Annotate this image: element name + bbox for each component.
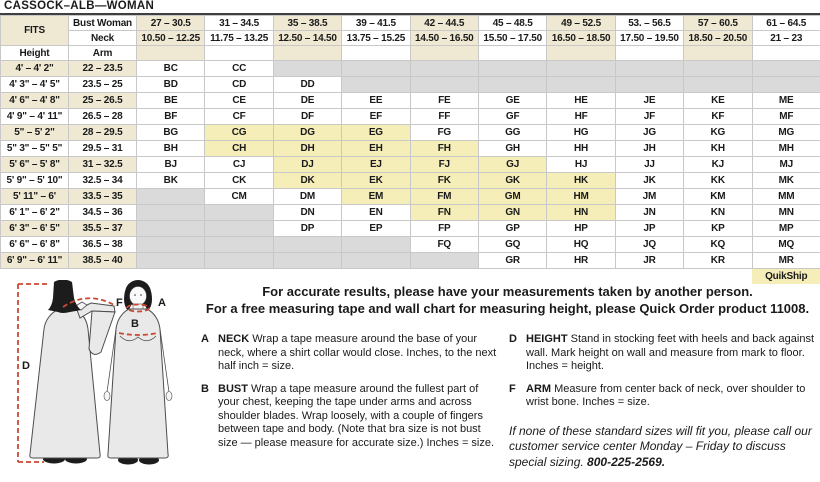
size-code-cell: JN — [615, 205, 683, 221]
height-range-cell: 5' 11" – 6' — [1, 189, 69, 205]
size-code-cell: HR — [547, 253, 615, 269]
definitions-column-right — [509, 333, 817, 470]
size-code-cell: HG — [547, 125, 615, 141]
size-row — [1, 61, 820, 77]
size-code-cell: KE — [684, 93, 752, 109]
size-code-cell: CK — [205, 173, 273, 189]
size-code-cell: EJ — [342, 157, 410, 173]
size-code-cell: GK — [478, 173, 546, 189]
size-code-cell: GM — [478, 189, 546, 205]
size-code-cell: JH — [615, 141, 683, 157]
size-code-cell: CH — [205, 141, 273, 157]
size-code-cell: JK — [615, 173, 683, 189]
height-range-cell: 5" – 5' 2" — [1, 125, 69, 141]
size-row — [1, 253, 820, 269]
unavailable-cell — [137, 237, 205, 253]
unavailable-cell — [547, 77, 615, 93]
height-range-cell: 6' 9" – 6' 11" — [1, 253, 69, 269]
arm-range-cell: 28 – 29.5 — [69, 125, 137, 141]
bust-range-cell: 57 – 60.5 — [684, 16, 752, 31]
size-code-cell: JJ — [615, 157, 683, 173]
spacer-cell — [410, 46, 478, 61]
arm-range-cell: 29.5 – 31 — [69, 141, 137, 157]
unavailable-cell — [410, 77, 478, 93]
size-code-cell: FQ — [410, 237, 478, 253]
size-code-cell: MQ — [752, 237, 820, 253]
size-row — [1, 205, 820, 221]
size-code-cell: CE — [205, 93, 273, 109]
arm-range-cell: 35.5 – 37 — [69, 221, 137, 237]
unavailable-cell — [205, 205, 273, 221]
size-code-cell: BG — [137, 125, 205, 141]
size-row — [1, 125, 820, 141]
spacer-cell — [137, 46, 205, 61]
unavailable-cell — [273, 253, 341, 269]
size-code-cell: FK — [410, 173, 478, 189]
size-code-cell: GQ — [478, 237, 546, 253]
size-code-cell: KF — [684, 109, 752, 125]
size-code-cell: KM — [684, 189, 752, 205]
phone-number: 800-225-2569. — [587, 454, 666, 469]
size-code-cell: DP — [273, 221, 341, 237]
size-code-cell: KR — [684, 253, 752, 269]
fits-label: FITS — [1, 16, 69, 46]
size-code-cell: HJ — [547, 157, 615, 173]
spacer-cell — [615, 46, 683, 61]
unavailable-cell — [342, 253, 410, 269]
height-range-cell: 4' 6" – 4' 8" — [1, 93, 69, 109]
size-code-cell: DH — [273, 141, 341, 157]
neck-range-cell: 11.75 – 13.25 — [205, 31, 273, 46]
unavailable-cell — [478, 61, 546, 77]
size-row — [1, 93, 820, 109]
hanging-sleeve — [89, 311, 115, 354]
bust-range-cell: 39 – 41.5 — [342, 16, 410, 31]
size-code-cell: JQ — [615, 237, 683, 253]
spacer-cell — [273, 46, 341, 61]
size-code-cell: DD — [273, 77, 341, 93]
height-range-cell: 4' 9" – 4' 11" — [1, 109, 69, 125]
size-code-cell: EM — [342, 189, 410, 205]
size-code-cell: EE — [342, 93, 410, 109]
unavailable-cell — [342, 61, 410, 77]
unavailable-cell — [137, 205, 205, 221]
definition-neck: A NECK Wrap a tape measure around the base of your neck, where a shirt collar would close. Inches, to the next half inch = size. — [201, 333, 497, 372]
size-row — [1, 77, 820, 93]
neck-range-row — [1, 31, 820, 46]
bust-range-cell: 61 – 64.5 — [752, 16, 820, 31]
size-code-cell: GH — [478, 141, 546, 157]
instruction-line-2: For a free measuring tape and wall chart for measuring height, please Quick Order product 11008. — [205, 300, 810, 316]
bust-range-cell: 45 – 48.5 — [478, 16, 546, 31]
height-range-cell: 4' – 4' 2" — [1, 61, 69, 77]
unavailable-cell — [478, 77, 546, 93]
size-code-cell: BC — [137, 61, 205, 77]
size-code-cell: KG — [684, 125, 752, 141]
size-code-cell: HH — [547, 141, 615, 157]
size-code-cell: MJ — [752, 157, 820, 173]
size-code-cell: FG — [410, 125, 478, 141]
size-code-cell: KN — [684, 205, 752, 221]
size-code-cell: KJ — [684, 157, 752, 173]
unavailable-cell — [273, 61, 341, 77]
arm-range-cell: 22 – 23.5 — [69, 61, 137, 77]
size-code-cell: FN — [410, 205, 478, 221]
size-code-cell: JE — [615, 93, 683, 109]
size-code-cell: JR — [615, 253, 683, 269]
size-code-cell: HM — [547, 189, 615, 205]
size-code-cell: MF — [752, 109, 820, 125]
neck-range-cell: 16.50 – 18.50 — [547, 31, 615, 46]
unavailable-cell — [273, 237, 341, 253]
size-code-cell: CF — [205, 109, 273, 125]
arm-label: Arm — [69, 46, 137, 61]
arm-range-cell: 32.5 – 34 — [69, 173, 137, 189]
size-code-cell: HF — [547, 109, 615, 125]
size-code-cell: GG — [478, 125, 546, 141]
height-range-cell: 4' 3" – 4' 5" — [1, 77, 69, 93]
size-code-cell: FH — [410, 141, 478, 157]
arm-range-cell: 26.5 – 28 — [69, 109, 137, 125]
quikship-badge: QuikShip — [752, 269, 820, 285]
height-range-cell: 5" 3" – 5" 5" — [1, 141, 69, 157]
size-code-cell: CJ — [205, 157, 273, 173]
size-code-cell: DF — [273, 109, 341, 125]
definition-height: D HEIGHT Stand in stocking feet with heels and back against wall. Mark height on wall and measure from mark to floor. Inches = height. — [509, 333, 814, 372]
unavailable-cell — [137, 221, 205, 237]
arm-range-cell: 33.5 – 35 — [69, 189, 137, 205]
size-code-cell: MK — [752, 173, 820, 189]
size-code-cell: KQ — [684, 237, 752, 253]
neck-range-cell: 15.50 – 17.50 — [478, 31, 546, 46]
height-label: Height — [1, 46, 69, 61]
unavailable-cell — [137, 253, 205, 269]
size-code-cell: BE — [137, 93, 205, 109]
size-code-cell: FF — [410, 109, 478, 125]
size-code-cell: EN — [342, 205, 410, 221]
height-range-cell: 6' 6" – 6' 8" — [1, 237, 69, 253]
neck-range-cell: 17.50 – 19.50 — [615, 31, 683, 46]
bust-range-cell: 31 – 34.5 — [205, 16, 273, 31]
size-code-cell: JG — [615, 125, 683, 141]
size-code-cell: KH — [684, 141, 752, 157]
size-code-cell: FP — [410, 221, 478, 237]
size-code-cell: CC — [205, 61, 273, 77]
size-row — [1, 173, 820, 189]
size-code-cell: FM — [410, 189, 478, 205]
measuring-instructions — [195, 284, 820, 317]
size-code-cell: CG — [205, 125, 273, 141]
size-code-cell: MG — [752, 125, 820, 141]
size-row — [1, 157, 820, 173]
bust-range-cell: 42 – 44.5 — [410, 16, 478, 31]
spacer-cell — [547, 46, 615, 61]
size-code-cell: JP — [615, 221, 683, 237]
neck-range-cell: 13.75 – 15.25 — [342, 31, 410, 46]
hair-back — [48, 280, 81, 313]
size-code-cell: GJ — [478, 157, 546, 173]
bust-range-cell: 49 – 52.5 — [547, 16, 615, 31]
neck-range-cell: 18.50 – 20.50 — [684, 31, 752, 46]
measurement-diagram — [2, 280, 195, 480]
size-row — [1, 237, 820, 253]
size-code-cell: FJ — [410, 157, 478, 173]
size-row — [1, 189, 820, 205]
size-code-cell: KK — [684, 173, 752, 189]
face — [130, 287, 147, 306]
size-code-cell: EH — [342, 141, 410, 157]
size-row — [1, 141, 820, 157]
label-a: A — [158, 297, 166, 309]
size-code-cell: DJ — [273, 157, 341, 173]
size-code-cell: HK — [547, 173, 615, 189]
size-code-cell: ME — [752, 93, 820, 109]
size-code-cell: FE — [410, 93, 478, 109]
size-code-cell: MN — [752, 205, 820, 221]
size-code-cell: BJ — [137, 157, 205, 173]
size-code-cell: DK — [273, 173, 341, 189]
size-code-cell: EF — [342, 109, 410, 125]
size-code-cell: HN — [547, 205, 615, 221]
height-range-cell: 6' 3" – 6' 5" — [1, 221, 69, 237]
neck-range-cell: 12.50 – 14.50 — [273, 31, 341, 46]
size-code-cell: JF — [615, 109, 683, 125]
size-code-cell: JM — [615, 189, 683, 205]
unavailable-cell — [684, 61, 752, 77]
size-code-cell: BF — [137, 109, 205, 125]
size-code-cell: DG — [273, 125, 341, 141]
unavailable-cell — [137, 189, 205, 205]
page-title: CASSOCK–ALB—WOMAN — [0, 0, 820, 15]
label-f: F — [116, 297, 123, 309]
size-code-cell: DM — [273, 189, 341, 205]
size-code-cell: GR — [478, 253, 546, 269]
arm-range-cell: 23.5 – 25 — [69, 77, 137, 93]
neck-range-cell: 21 – 23 — [752, 31, 820, 46]
size-code-cell: GE — [478, 93, 546, 109]
size-row — [1, 221, 820, 237]
size-code-cell: BD — [137, 77, 205, 93]
size-code-cell: GN — [478, 205, 546, 221]
spacer-cell — [478, 46, 546, 61]
arm-range-cell: 38.5 – 40 — [69, 253, 137, 269]
arm-range-cell: 36.5 – 38 — [69, 237, 137, 253]
definition-arm: F ARM Measure from center back of neck, over shoulder to wrist bone. Inches = size. — [509, 382, 806, 408]
size-code-cell: EK — [342, 173, 410, 189]
bust-range-cell: 53. – 56.5 — [615, 16, 683, 31]
unavailable-cell — [615, 61, 683, 77]
unavailable-cell — [410, 61, 478, 77]
size-code-cell: MR — [752, 253, 820, 269]
unavailable-cell — [752, 77, 820, 93]
unavailable-cell — [410, 253, 478, 269]
size-code-cell: MP — [752, 221, 820, 237]
spacer-cell — [342, 46, 410, 61]
bust-range-cell: 27 – 30.5 — [137, 16, 205, 31]
unavailable-cell — [752, 61, 820, 77]
size-code-cell: KP — [684, 221, 752, 237]
size-code-cell: HE — [547, 93, 615, 109]
size-code-cell: EP — [342, 221, 410, 237]
spacer-cell — [205, 46, 273, 61]
size-code-cell: MM — [752, 189, 820, 205]
height-arm-header-row — [1, 46, 820, 61]
height-range-cell: 5' 9" – 5' 10" — [1, 173, 69, 189]
unavailable-cell — [342, 237, 410, 253]
size-code-cell: DE — [273, 93, 341, 109]
size-code-cell: CD — [205, 77, 273, 93]
bust-range-row — [1, 16, 820, 31]
size-code-cell: EG — [342, 125, 410, 141]
size-code-cell: GF — [478, 109, 546, 125]
instruction-line-1: For accurate results, please have your measurements taken by another person. — [262, 284, 753, 299]
unavailable-cell — [615, 77, 683, 93]
spacer-cell — [684, 46, 752, 61]
size-code-cell: CM — [205, 189, 273, 205]
arm-range-cell: 31 – 32.5 — [69, 157, 137, 173]
unavailable-cell — [547, 61, 615, 77]
height-range-cell: 5' 6" – 5' 8" — [1, 157, 69, 173]
neck-label: Neck — [69, 31, 137, 46]
definition-bust: B BUST Wrap a tape measure around the fullest part of your chest, keeping the tape under arms and across shoulder blades. Wrap loosely, with a couple of fingers between tape and body. (Note that bra size is not bust size — please measure for accurate size.) Inches = size. — [201, 382, 495, 449]
figure-back-view — [30, 280, 116, 464]
unavailable-cell — [205, 253, 273, 269]
unavailable-cell — [205, 237, 273, 253]
size-code-cell: HQ — [547, 237, 615, 253]
unavailable-cell — [342, 77, 410, 93]
size-code-cell: BH — [137, 141, 205, 157]
unavailable-cell — [205, 221, 273, 237]
size-code-cell: BK — [137, 173, 205, 189]
size-chart-table — [0, 15, 820, 284]
size-code-cell: MH — [752, 141, 820, 157]
unavailable-cell — [684, 77, 752, 93]
size-code-cell: GP — [478, 221, 546, 237]
neck-range-cell: 10.50 – 12.25 — [137, 31, 205, 46]
bust-woman-label: Bust Woman — [69, 16, 137, 31]
size-code-cell: DN — [273, 205, 341, 221]
bust-range-cell: 35 – 38.5 — [273, 16, 341, 31]
special-sizing-note: If none of these standard sizes will fit you, please call our customer service center Monday – Friday to discuss special sizing. 800-225-2569. — [509, 423, 812, 469]
size-code-cell: HP — [547, 221, 615, 237]
neck-range-cell: 14.50 – 16.50 — [410, 31, 478, 46]
arm-range-cell: 25 – 26.5 — [69, 93, 137, 109]
spacer-cell — [752, 46, 820, 61]
height-range-cell: 6' 1" – 6' 2" — [1, 205, 69, 221]
label-b: B — [131, 318, 139, 330]
label-d: D — [22, 360, 30, 372]
size-row — [1, 109, 820, 125]
definitions-column-left — [201, 333, 501, 459]
arm-range-cell: 34.5 – 36 — [69, 205, 137, 221]
